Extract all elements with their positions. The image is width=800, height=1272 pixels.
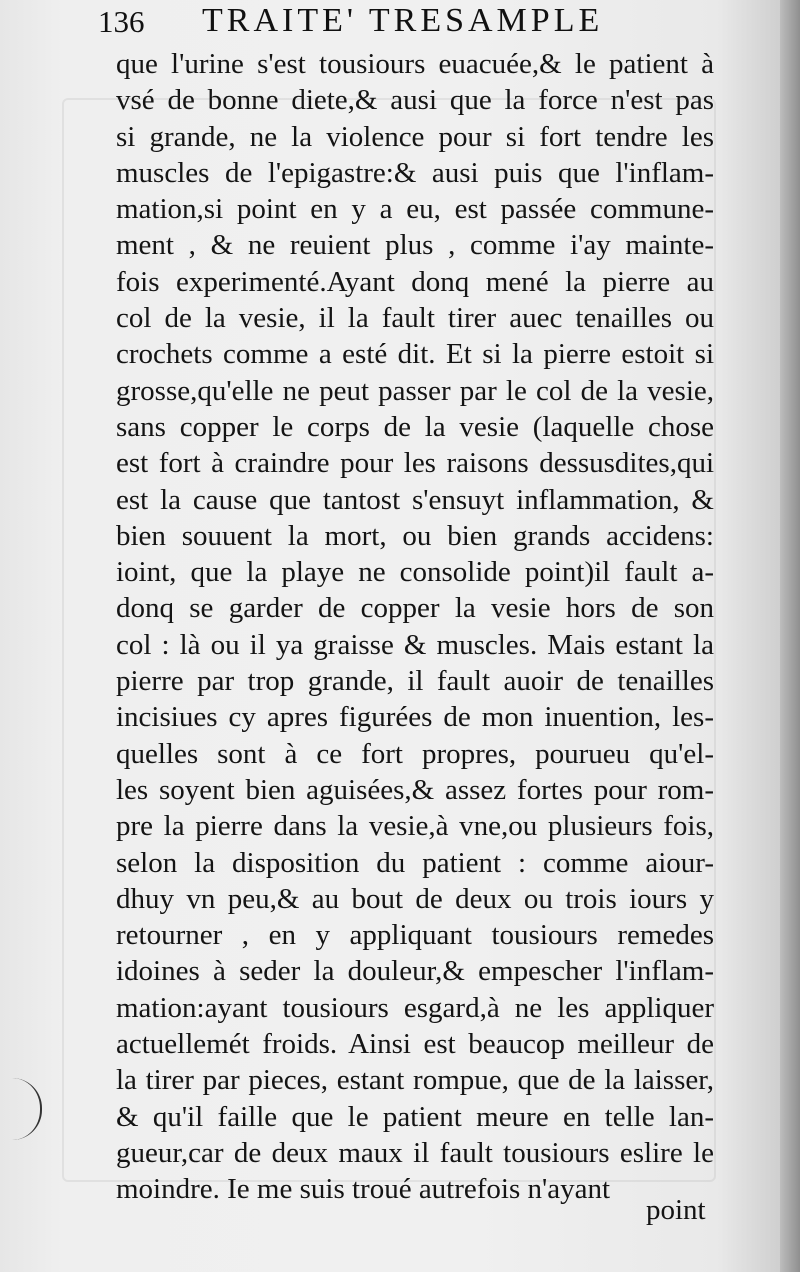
text-line: bien souuent la mort, ou bien grands accidens: xyxy=(116,519,714,552)
text-line: pierre par trop grande, il fault auoir de tenailles xyxy=(116,665,714,698)
text-line: la tirer par pieces, estant rompue, que de la laisser, xyxy=(116,1064,714,1097)
text-line: est la cause que tantost s'ensuyt inflammation, & xyxy=(116,483,714,516)
text-line: donq se garder de copper la vesie hors de son xyxy=(116,592,714,625)
text-line: moindre. Ie me suis troué autrefois n'ayant xyxy=(116,1173,611,1206)
text-line: idoines à seder la douleur,& empescher l'inflam- xyxy=(116,955,714,988)
running-head xyxy=(98,2,738,46)
text-line: sans copper le corps de la vesie (laquelle chose xyxy=(116,410,714,443)
text-line: gueur,car de deux maux il fault tousiours eslire le xyxy=(116,1136,714,1169)
text-line: retourner , en y appliquant tousiours remedes xyxy=(116,919,714,952)
book-gutter xyxy=(780,0,800,1272)
text-line: col : là ou il ya graisse & muscles. Mais estant la xyxy=(116,628,714,661)
text-line: fois experimenté.Ayant donq mené la pierre au xyxy=(116,265,714,298)
text-line: ioint, que la playe ne consolide point)il fault a- xyxy=(116,556,714,589)
text-line: & qu'il faille que le patient meure en telle lan- xyxy=(116,1100,714,1133)
text-line: actuellemét froids. Ainsi est beaucop meilleur de xyxy=(116,1028,714,1061)
text-line: grosse,qu'elle ne peut passer par le col de la vesie, xyxy=(116,374,714,407)
text-line: crochets comme a esté dit. Et si la pierre estoit si xyxy=(116,338,714,371)
text-line: dhuy vn peu,& au bout de deux ou trois iours y xyxy=(116,882,714,915)
catchword: point xyxy=(646,1194,706,1226)
text-line: que l'urine s'est tousiours euacuée,& le patient à xyxy=(116,48,714,80)
text-line: ment , & ne reuient plus , comme i'ay mainte- xyxy=(116,229,714,262)
page-edge-mark xyxy=(0,1078,42,1140)
text-line: incisiues cy apres figurées de mon inuention, les- xyxy=(116,701,714,734)
text-line: muscles de l'epigastre:& ausi puis que l'inflam- xyxy=(116,156,714,189)
running-title: TRAITE' TRESAMPLE xyxy=(202,2,604,39)
text-line: les soyent bien aguisées,& assez fortes pour rom- xyxy=(116,773,714,806)
text-line: pre la pierre dans la vesie,à vne,ou plusieurs fois, xyxy=(116,810,714,843)
text-line: mation,si point en y a eu, est passée commune- xyxy=(116,193,714,226)
text-line: selon la disposition du patient : comme aiour- xyxy=(116,846,714,879)
text-line: vsé de bonne diete,& ausi que la force n'est pas xyxy=(116,84,714,117)
page-number: 136 xyxy=(98,4,145,39)
text-line: mation:ayant tousiours esgard,à ne les appliquer xyxy=(116,991,714,1024)
text-line: col de la vesie, il la fault tirer auec tenailles ou xyxy=(116,302,714,335)
body-text xyxy=(116,46,714,1208)
text-line: quelles sont à ce fort propres, pourueu qu'el- xyxy=(116,737,714,770)
text-line: est fort à craindre pour les raisons dessusdites,qui xyxy=(116,447,714,480)
text-line: si grande, ne la violence pour si fort tendre les xyxy=(116,120,714,153)
